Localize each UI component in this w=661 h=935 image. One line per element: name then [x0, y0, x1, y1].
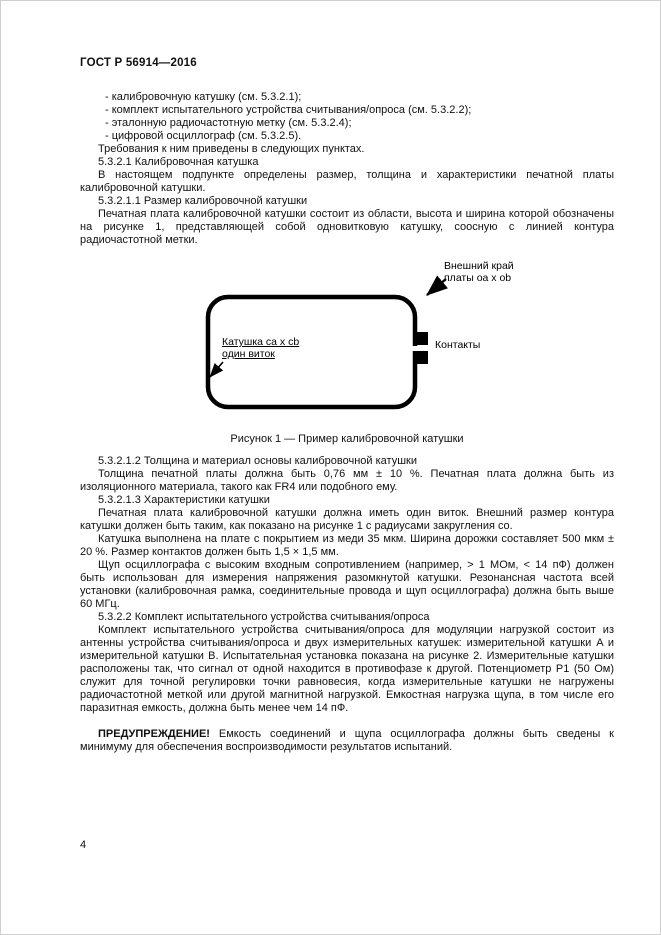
- paragraph: - эталонную радиочастотную метку (см. 5.3.2.4);: [105, 117, 352, 129]
- page-content: [80, 91, 614, 754]
- paragraph: - цифровой осциллограф (см. 5.3.2.5).: [105, 130, 302, 142]
- paragraph: Катушка выполнена на плате с покрытием из меди 35 мкм. Ширина дорожки составляет 500 мкм ± 20 %. Размер контактов должен быть 1,5 × 1,5 мм.: [80, 533, 614, 558]
- page-number: 4: [80, 839, 87, 851]
- paragraph: - комплект испытательного устройства считывания/опроса (см. 5.3.2.2);: [105, 104, 472, 116]
- outer-edge-label-line2: платы oa x ob: [444, 271, 512, 284]
- section-heading: 5.3.2.1.3 Характеристики катушки: [98, 494, 270, 506]
- warning-text: Емкость соединений и щупа осциллографа должны быть сведены к минимуму для обеспечения воспроизводимости результатов испытаний.: [80, 728, 614, 753]
- outer-edge-label-line1: Внешний край: [444, 260, 514, 272]
- text-block-after-figure: [80, 455, 614, 715]
- section-heading: 5.3.2.1.1 Размер калибровочной катушки: [98, 195, 308, 207]
- section-heading: 5.3.2.2 Комплект испытательного устройства считывания/опроса: [98, 611, 430, 623]
- paragraph: Печатная плата калибровочной катушки должна иметь один виток. Внешний размер контура катушки должен быть таким, как показано на рисунке 1 с радиусами закругления co.: [80, 507, 614, 532]
- contacts-label: Контакты: [435, 339, 481, 351]
- coil-arrow: [210, 362, 223, 377]
- paragraph: Щуп осциллографа с высоким входным сопротивлением (например, > 1 МОм, < 14 пФ) должен быть использован для измерения напряжения разомкнутой катушки. Резонансная частота всей установки (калибровочная рамка, соединительные провода и щуп осциллографа) должна быть выше 60 МГц.: [80, 559, 614, 610]
- warning-paragraph: [80, 728, 614, 754]
- section-heading: 5.3.2.1.2 Толщина и материал основы калибровочной катушки: [98, 455, 417, 467]
- text-block-before-figure: [80, 91, 614, 247]
- outer-edge-label: [444, 261, 514, 284]
- paragraph: Печатная плата калибровочной катушки состоит из области, высота и ширина которой обозначены на рисунке 1, представляющей собой одновитковую катушку, соосную с линией контура радиочастотной метки.: [80, 208, 614, 246]
- coil-label-line1: Катушка ca x cb: [222, 336, 300, 348]
- paragraph: Толщина печатной платы должна быть 0,76 мм ± 10 %. Печатная плата должна быть из изоляционного материала, такого как FR4 или подобного ему.: [80, 468, 614, 493]
- paragraph: Требования к ним приведены в следующих пунктах.: [98, 143, 365, 155]
- paragraph: - калибровочную катушку (см. 5.3.2.1);: [105, 91, 302, 103]
- warning-label: ПРЕДУПРЕЖДЕНИЕ!: [98, 728, 210, 740]
- coil-label-line2: один виток: [222, 347, 275, 360]
- coil-diagram: [80, 257, 614, 429]
- paragraph: В настоящем подпункте определены размер, толщина и характеристики печатной платы калибровочной катушки.: [80, 169, 614, 194]
- paragraph: Комплект испытательного устройства считывания/опроса для модуляции нагрузкой состоит из антенны устройства считывания/опроса и двух измерительных катушек: измерительной катушки A и измерительной катушки B. Испытательная установка показана на рисунке 2. Измерительные катушки расположены так, что сигнал от одной находится в противофазе к другой. Потенциометр P1 (50 Ом) служит для точной регулировки точки равновесия, когда измерительные катушки не нагружены радиочастотной меткой или другой магнитной нагрузкой. Емкостная нагрузка щупа, в том числе его паразитная емкость, должна быть менее чем 14 пФ.: [80, 624, 614, 714]
- coil-label: [222, 337, 299, 360]
- figure-caption: Рисунок 1 — Пример калибровочной катушки: [230, 433, 464, 445]
- section-heading: 5.3.2.1 Калибровочная катушка: [98, 156, 259, 168]
- contact-top: [415, 332, 428, 345]
- coil-gap: [410, 346, 419, 351]
- figure-1: [80, 257, 614, 429]
- contact-bottom: [415, 351, 428, 364]
- document-header: ГОСТ Р 56914—2016: [80, 57, 197, 69]
